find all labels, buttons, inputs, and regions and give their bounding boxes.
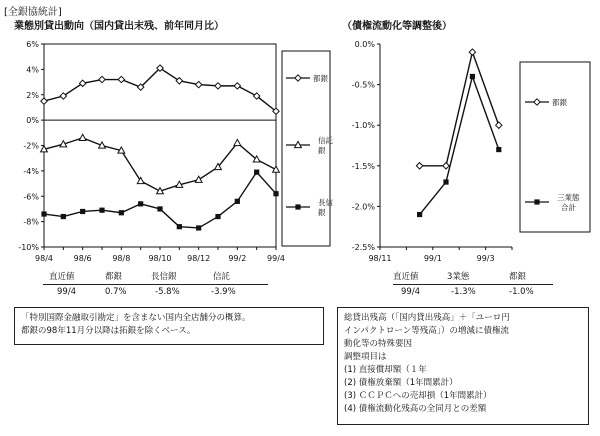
right-series-0-point <box>443 163 449 169</box>
left-x-tick-label: 99/2 <box>228 254 247 263</box>
right-y-tick-label: -1.5% <box>351 161 375 171</box>
right-table-value-1: -1.3% <box>451 287 476 297</box>
right-chart-title: （債権流動化等調整後） <box>342 21 452 32</box>
left-series-0-point <box>118 76 124 82</box>
left-series-2-point <box>196 225 201 230</box>
left-legend-marker-2 <box>295 204 300 209</box>
left-y-tick-label: -2% <box>23 141 39 151</box>
left-series-2-point <box>177 224 182 229</box>
left-table-value-2: -5.8% <box>155 287 180 297</box>
left-y-tick-label: 6% <box>26 40 39 49</box>
left-table-header-0: 直近値 <box>49 272 75 282</box>
left-y-tick-label: -10% <box>18 243 39 252</box>
header-tag: [全銀協統計] <box>4 7 62 18</box>
left-series-0-point <box>99 76 105 82</box>
left-series-2-point <box>61 214 66 219</box>
right-legend-box <box>520 62 590 232</box>
left-series-1-point <box>195 176 202 182</box>
left-y-tick-label: 0% <box>26 116 39 126</box>
left-series-2-point <box>273 191 278 196</box>
left-legend-label-2b: 銀 <box>318 208 326 217</box>
right-footnote-box <box>337 307 589 425</box>
left-y-tick-label: -6% <box>23 192 39 202</box>
right-table-header-1: 3業態 <box>447 272 470 282</box>
left-series-2-point <box>99 208 104 213</box>
left-series-0-point <box>234 83 240 89</box>
right-legend-marker-1 <box>534 199 539 204</box>
right-y-tick-label: -2.0% <box>351 202 375 212</box>
left-legend-label-1: 信託 <box>318 136 333 145</box>
right-y-tick-label: -1.0% <box>351 121 375 131</box>
left-table-value-0: 99/4 <box>57 287 77 297</box>
left-series-2-point <box>254 170 259 175</box>
left-series-2-point <box>80 209 85 214</box>
right-y-tick-label: 0.0% <box>354 40 375 49</box>
right-footnote-line: 動化等の特殊要因 <box>344 339 413 349</box>
right-series-0-point <box>469 49 475 55</box>
left-latest-table <box>43 270 268 300</box>
left-x-tick-label: 98/10 <box>148 254 172 263</box>
right-series-0-point <box>496 122 502 128</box>
left-footnote-line: 都銀の98年11月分以降は拓銀を除くベース。 <box>21 326 196 336</box>
left-chart-title: 業態別貸出動向（国内貸出末残、前年同月比） <box>14 21 224 32</box>
right-footnote-line: 調整項目は <box>344 352 387 362</box>
left-series-2-point <box>138 201 143 206</box>
right-footnote-line: 総貸出残高（「国内貸出残高」＋「ユーロ円 <box>344 313 510 323</box>
left-series-2-point <box>235 199 240 204</box>
right-series-line-0 <box>420 52 499 166</box>
left-table-header-2: 長信銀 <box>151 272 177 282</box>
right-legend-label-1b: 合計 <box>561 203 576 212</box>
right-y-tick-label: -2.5% <box>351 243 375 252</box>
left-legend-label-0: 都銀 <box>313 74 328 83</box>
right-x-tick-label: 99/1 <box>423 254 442 263</box>
left-series-2-point <box>215 214 220 219</box>
left-x-tick-label: 98/4 <box>35 254 53 263</box>
right-table-value-0: 99/4 <box>401 287 421 297</box>
left-series-line-2 <box>44 172 276 228</box>
right-footnote-line: インパクトローン等残高」）の増減に債権流 <box>344 326 509 336</box>
left-legend-label-2: 長信 <box>318 198 333 207</box>
right-table-header-0: 直近値 <box>393 272 419 282</box>
left-x-tick-label: 98/12 <box>187 254 211 263</box>
right-series-1-point <box>470 74 475 79</box>
left-table-value-1: 0.7% <box>105 287 127 297</box>
right-x-tick-label: 98/11 <box>368 254 392 263</box>
left-series-0-point <box>195 81 201 87</box>
right-x-tick-label: 99/3 <box>476 254 495 263</box>
left-series-2-point <box>119 210 124 215</box>
right-table-value-2: -1.0% <box>509 287 534 297</box>
right-footnote-line: (3) ＣＣＰＣへの売却損（1年間累計） <box>344 391 492 401</box>
left-y-tick-label: 2% <box>26 90 39 100</box>
left-series-1-point <box>79 134 86 140</box>
right-series-1-point <box>443 179 448 184</box>
left-y-tick-label: -4% <box>23 166 39 176</box>
left-legend-label-1b: 銀 <box>318 146 326 155</box>
right-legend-label-0: 都銀 <box>552 98 567 107</box>
left-footnote-box <box>14 307 324 345</box>
right-latest-table <box>393 270 563 300</box>
left-series-line-0 <box>44 68 276 111</box>
left-x-tick-label: 98/6 <box>73 254 92 263</box>
right-series-0-point <box>416 163 422 169</box>
right-series-1-point <box>417 212 422 217</box>
left-y-tick-label: 4% <box>26 65 39 75</box>
right-y-tick-label: -0.5% <box>351 80 375 90</box>
right-series-line-1 <box>420 76 499 214</box>
right-legend-label-1: 三業態 <box>557 193 580 202</box>
left-series-1-point <box>234 139 241 145</box>
left-table-header-1: 都銀 <box>105 272 123 282</box>
left-x-tick-label: 98/8 <box>112 254 131 263</box>
left-table-header-3: 信託 <box>213 272 231 282</box>
left-table-value-3: -3.9% <box>211 287 236 297</box>
right-footnote-line: (4) 債権流動化残高の全同月との差額 <box>344 404 487 414</box>
left-x-tick-label: 99/4 <box>267 254 285 263</box>
right-footnote-line: (2) 債権放棄額（1年間累計） <box>344 378 458 388</box>
right-series-1-point <box>496 147 501 152</box>
left-y-tick-label: -8% <box>23 217 39 227</box>
right-footnote-line: (1) 直接償却額（１年 <box>344 365 427 375</box>
left-series-0-point <box>41 98 47 104</box>
left-series-2-point <box>157 206 162 211</box>
left-series-0-point <box>215 83 221 89</box>
right-table-header-2: 都銀 <box>509 272 527 282</box>
left-series-2-point <box>41 211 46 216</box>
left-footnote-line: 「特別国際金融取引勘定」を含まない国内全店舗分の概算。 <box>21 313 251 323</box>
